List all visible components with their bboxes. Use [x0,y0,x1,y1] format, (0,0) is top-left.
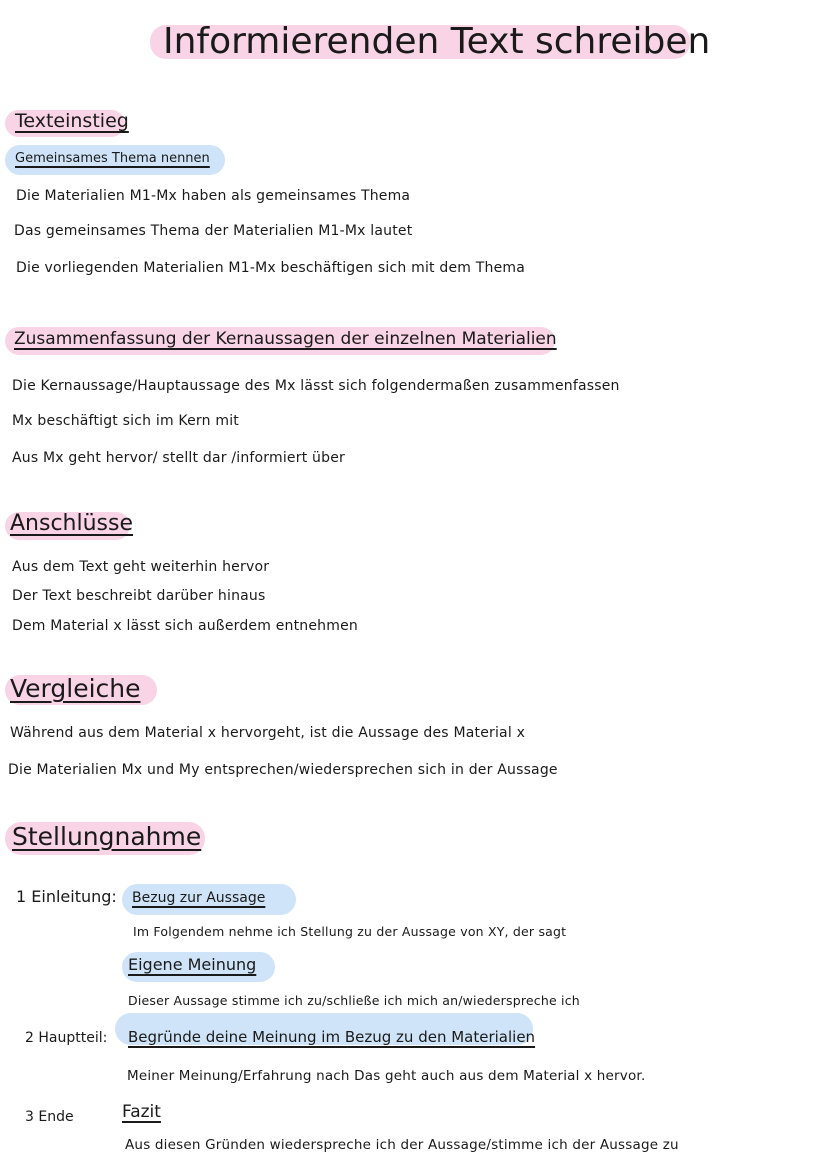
bezug-subheading: Bezug zur Aussage [132,890,266,906]
text-line: Aus diesen Gründen wiederspreche ich der Aussage/stimme ich der Aussage zu [125,1137,679,1153]
text-line: Das gemeinsames Thema der Materialien M1-Mx lautet [14,223,413,239]
texteinstieg-heading: Texteinstieg [15,110,129,132]
anschluesse-heading: Anschlüsse [10,511,134,536]
text-line: Die Materialien M1-Mx haben als gemeinsames Thema [16,188,411,204]
text-line: Aus dem Text geht weiterhin hervor [12,559,270,575]
hauptteil-label: 2 Hauptteil: [25,1030,108,1046]
text-line: Meiner Meinung/Erfahrung nach Das geht auch aus dem Material x hervor. [127,1068,646,1084]
begruende-subheading: Begründe deine Meinung im Bezug zu den Materialien [128,1028,536,1046]
text-line: Die Kernaussage/Hauptaussage des Mx lässt sich folgendermaßen zusammenfassen [12,378,620,394]
stellungnahme-heading: Stellungnahme [12,822,202,851]
text-line: Während aus dem Material x hervorgeht, ist die Aussage des Material x [10,725,526,741]
einleitung-label: 1 Einleitung: [16,887,117,906]
text-line: Dieser Aussage stimme ich zu/schließe ich mich an/wiederspreche ich [128,993,580,1008]
text-line: Im Folgendem nehme ich Stellung zu der Aussage von XY, der sagt [133,924,567,939]
vergleiche-heading: Vergleiche [10,674,141,703]
ende-label: 3 Ende [25,1109,74,1125]
texteinstieg-subheading: Gemeinsames Thema nennen [15,151,210,166]
text-line: Mx beschäftigt sich im Kern mit [12,413,239,429]
text-line: Aus Mx geht hervor/ stellt dar /informiert über [12,450,345,466]
page-title: Informierenden Text schreiben [163,21,711,62]
text-line: Die Materialien Mx und My entsprechen/wiedersprechen sich in der Aussage [8,762,558,778]
text-line: Die vorliegenden Materialien M1-Mx beschäftigen sich mit dem Thema [16,260,526,276]
meinung-subheading: Eigene Meinung [128,955,257,974]
fazit-subheading: Fazit [122,1102,161,1122]
zusammenfassung-heading: Zusammenfassung der Kernaussagen der einzelnen Materialien [14,329,557,349]
text-line: Dem Material x lässt sich außerdem entnehmen [12,618,358,634]
text-line: Der Text beschreibt darüber hinaus [12,588,266,604]
